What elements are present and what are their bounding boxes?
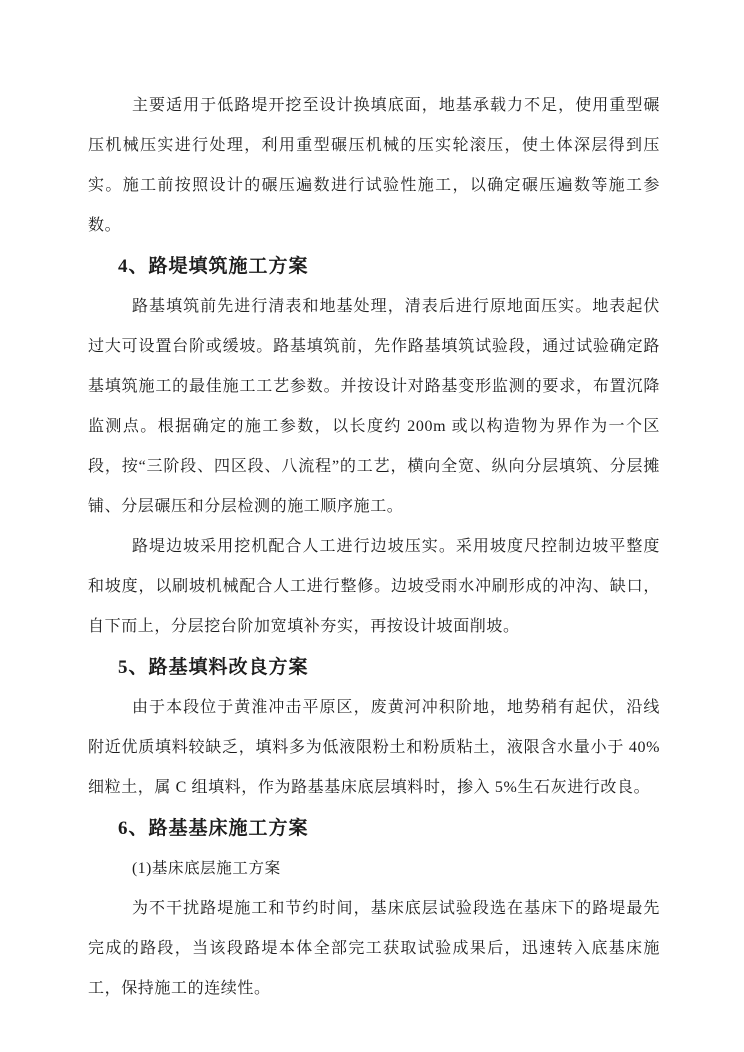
section-heading-5-filler-improvement: 5、路基填料改良方案 [118,657,309,678]
paragraph-heavy-rolling-compaction: 主要适用于低路堤开挖至设计换填底面，地基承载力不足，使用重型碾压机械压实进行处理，利用重型碾压机械的压实轮滚压，使土体深层得到压实。施工前按照设计的碾压遍数进行试验性施工，以确定碾压遍数等施工参数。 [88,97,660,234]
paragraph-embankment-filling-process: 路基填筑前先进行清表和地基处理，清表后进行原地面压实。地表起伏过大可设置台阶或缓坡。路基填筑前，先作路基填筑试验段，通过试验确定路基填筑施工的最佳施工工艺参数。并按设计对路基变形监测的要求，布置沉降监测点。根据确定的施工参数，以长度约 200m 或以构造物为界作为一个区段，按“三阶段、四区段、八流程”的工艺，横向全宽、纵向分层填筑、分层摊铺、分层碾压和分层检测的施工顺序施工。 [88,298,660,515]
section-heading-6-subgrade-bed: 6、路基基床施工方案 [118,818,309,839]
paragraph-bed-bottom-layer-trial: 为不干扰路堤施工和节约时间，基床底层试验段选在基床下的路堤最先完成的路段，当该段路堤本体全部完工获取试验成果后，迅速转入底基床施工，保持施工的连续性。 [88,900,660,997]
subheading-bed-bottom-layer-plan: (1)基床底层施工方案 [132,860,281,877]
section-heading-4-embankment-filling: 4、路堤填筑施工方案 [118,256,309,277]
paragraph-slope-compaction: 路堤边坡采用挖机配合人工进行边坡压实。采用坡度尺控制边坡平整度和坡度，以刷坡机械配合人工进行整修。边坡受雨水冲刷形成的冲沟、缺口，自下而上，分层挖台阶加宽填补夯实，再按设计坡面削坡。 [88,538,660,635]
paragraph-filler-improvement: 由于本段位于黄淮冲击平原区，废黄河冲积阶地，地势稍有起伏，沿线附近优质填料较缺乏，填料多为低液限粉土和粉质粘土，液限含水量小于 40%细粒土，属 C 组填料，作为路基基床底层填料时，掺入 5%生石灰进行改良。 [88,699,660,796]
